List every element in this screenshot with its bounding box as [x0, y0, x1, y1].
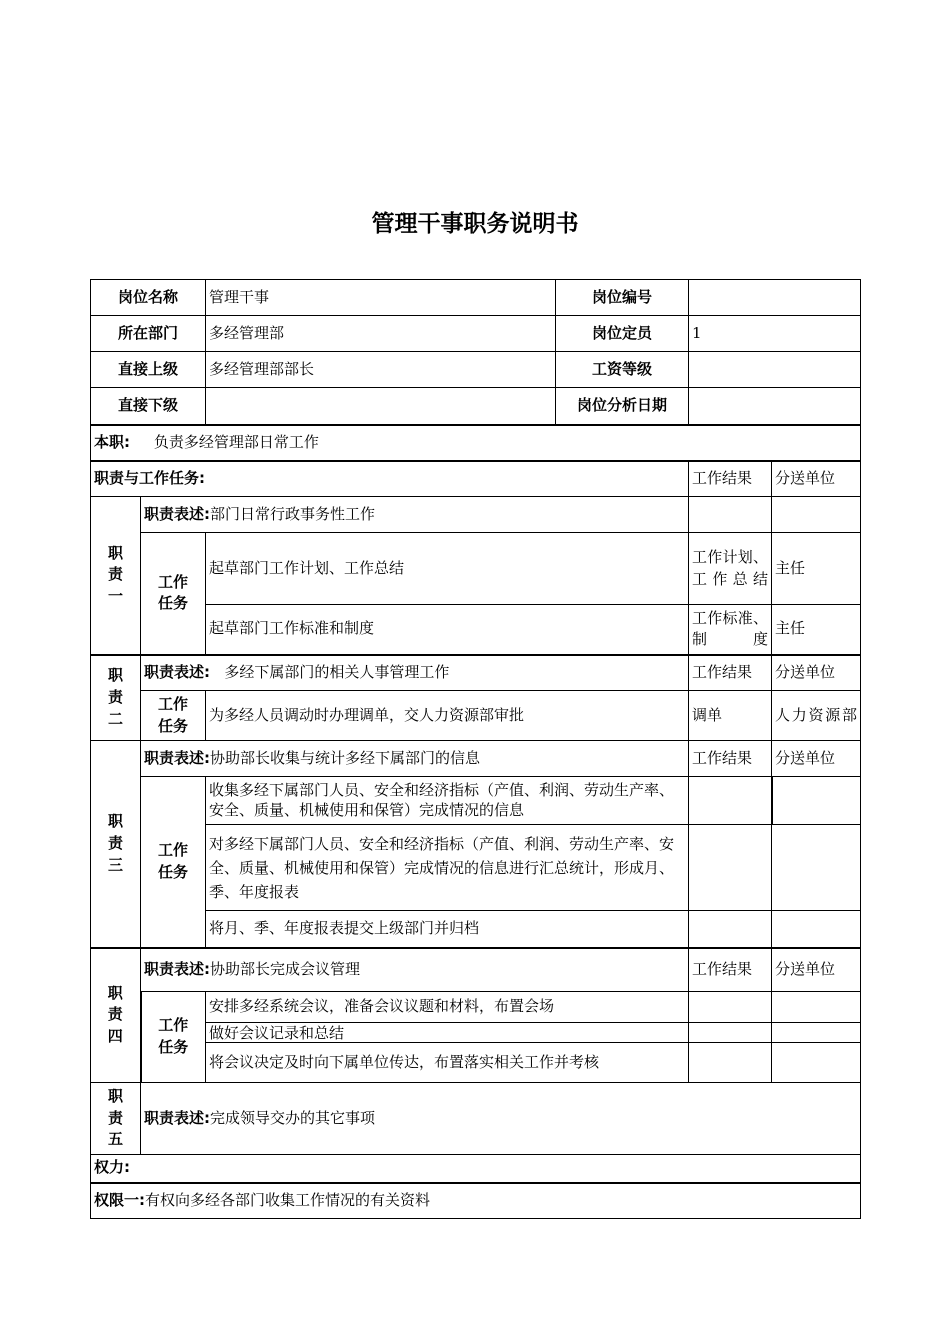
- page-title: 管理干事职务说明书: [371, 211, 579, 237]
- d3-task3-dest: [772, 911, 861, 948]
- row-d2-desc: [91, 655, 861, 691]
- duties-header-label: 职责与工作任务:: [91, 461, 689, 497]
- d4-task-label: 工作 任务: [141, 992, 206, 1083]
- duties-header-dest: 分送单位: [772, 461, 861, 497]
- d3-vertical-label: 职 责 三: [91, 741, 141, 948]
- d3-task2-dest: [772, 825, 861, 911]
- d1-result-empty: [689, 497, 772, 533]
- analysis-date-value: [689, 388, 861, 425]
- d2-task1-dest: 人力资源部: [772, 691, 861, 741]
- d1-task1-text: 起草部门工作计划、工作总结: [206, 533, 689, 605]
- d4-task3-result: [689, 1043, 772, 1083]
- main-duty: [91, 425, 861, 461]
- row-d4-task2: [91, 1023, 861, 1043]
- d3-task3-text: 将月、季、年度报表提交上级部门并归档: [206, 911, 689, 948]
- d2-task-label: 工作 任务: [141, 691, 206, 741]
- d3-desc: 职责表述:协助部长收集与统计多经下属部门的信息: [141, 741, 689, 777]
- row-d2-task1: [91, 691, 861, 741]
- d3-task1-text: 收集多经下属部门人员、安全和经济指标（产值、利润、劳动生产率、安全、质量、机械使用和保管）完成情况的信息: [206, 777, 689, 825]
- headcount-value: 1: [689, 316, 861, 352]
- row-d3-task3: [91, 911, 861, 948]
- d4-task1-dest: [772, 992, 861, 1023]
- d1-task1-dest: 主任: [772, 533, 861, 605]
- row-position-name: [91, 280, 861, 316]
- d5-desc: 职责表述:完成领导交办的其它事项: [141, 1083, 861, 1155]
- d1-task-label: 工作 任务: [141, 533, 206, 655]
- salary-label: 工资等级: [556, 352, 689, 388]
- dept-label: 所在部门: [91, 316, 206, 352]
- row-authority1: [91, 1183, 861, 1219]
- d3-task1-result: [689, 777, 772, 825]
- duties-header-result: 工作结果: [689, 461, 772, 497]
- salary-value: [689, 352, 861, 388]
- authority1-label: 权限一:: [94, 1190, 145, 1209]
- row-d1-desc: [91, 497, 861, 533]
- authority1-text: 有权向多经各部门收集工作情况的有关资料: [145, 1190, 431, 1209]
- row-d1-task1: [91, 533, 861, 605]
- subordinate-value: [206, 388, 556, 425]
- d4-task3-dest: [772, 1043, 861, 1083]
- d2-task1-text: 为多经人员调动时办理调单，交人力资源部审批: [206, 691, 689, 741]
- d2-dest-header: 分送单位: [772, 655, 861, 691]
- pos-name-label: 岗位名称: [91, 280, 206, 316]
- d1-task2-result: 工作标准、制度: [689, 605, 772, 655]
- d3-dest-header: 分送单位: [772, 741, 861, 777]
- analysis-date-label: 岗位分析日期: [556, 388, 689, 425]
- d2-task1-result: 调单: [689, 691, 772, 741]
- d1-dest-empty: [772, 497, 861, 533]
- headcount-label: 岗位定员: [556, 316, 689, 352]
- d4-desc: 职责表述:协助部长完成会议管理: [141, 948, 689, 992]
- pos-code-label: 岗位编号: [556, 280, 689, 316]
- d2-desc: 职责表述: 多经下属部门的相关人事管理工作: [141, 655, 689, 691]
- d4-vertical-label: 职 责 四: [91, 948, 141, 1083]
- d2-vertical-label: 职 责 二: [91, 655, 141, 741]
- row-d5: [91, 1083, 861, 1155]
- superior-label: 直接上级: [91, 352, 206, 388]
- row-power: [91, 1155, 861, 1183]
- d3-task1-dest: [772, 777, 861, 825]
- d3-task3-result: [689, 911, 772, 948]
- d1-task2-text: 起草部门工作标准和制度: [206, 605, 689, 655]
- d5-vertical-label: 职 责 五: [91, 1083, 141, 1155]
- d4-task2-result: [689, 1023, 772, 1043]
- pos-code-value: [689, 280, 861, 316]
- authority1: [91, 1183, 861, 1219]
- row-d3-task1: [91, 777, 861, 825]
- main-duty-text: 负责多经管理部日常工作: [153, 432, 319, 451]
- row-d3-desc: [91, 741, 861, 777]
- d3-result-header: 工作结果: [689, 741, 772, 777]
- superior-value: 多经管理部部长: [206, 352, 556, 388]
- row-d4-desc: [91, 948, 861, 992]
- row-d1-task2: [91, 605, 861, 655]
- d4-result-header: 工作结果: [689, 948, 772, 992]
- row-d4-task3: [91, 1043, 861, 1083]
- pos-name-value: 管理干事: [206, 280, 556, 316]
- row-d4-task1: [91, 992, 861, 1023]
- d1-vertical-label: 职 责 一: [91, 497, 141, 655]
- d3-task2-text: 对多经下属部门人员、安全和经济指标（产值、利润、劳动生产率、安全、质量、机械使用和保管）完成情况的信息进行汇总统计，形成月、季、年度报表: [206, 825, 689, 911]
- d2-result-header: 工作结果: [689, 655, 772, 691]
- row-subordinate: [91, 388, 861, 425]
- d3-task2-result: [689, 825, 772, 911]
- dept-value: 多经管理部: [206, 316, 556, 352]
- subordinate-label: 直接下级: [91, 388, 206, 425]
- row-duties-header: [91, 461, 861, 497]
- row-superior: [91, 352, 861, 388]
- job-description-table: [90, 279, 861, 1219]
- d4-task2-text: 做好会议记录和总结: [206, 1023, 689, 1043]
- d4-task2-dest: [772, 1023, 861, 1043]
- main-duty-label: 本职:: [94, 432, 130, 451]
- d1-desc: 职责表述:部门日常行政事务性工作: [141, 497, 689, 533]
- d1-task2-dest: 主任: [772, 605, 861, 655]
- d4-task1-text: 安排多经系统会议，准备会议议题和材料，布置会场: [206, 992, 689, 1023]
- d4-task1-result: [689, 992, 772, 1023]
- power-label: 权力:: [91, 1155, 861, 1183]
- d4-dest-header: 分送单位: [772, 948, 861, 992]
- row-department: [91, 316, 861, 352]
- d1-task1-result: 工作计划、工作总结: [689, 533, 772, 605]
- row-d3-task2: [91, 825, 861, 911]
- d3-task-label: 工作 任务: [141, 777, 206, 948]
- row-main-duty: [91, 425, 861, 461]
- d4-task3-text: 将会议决定及时向下属单位传达，布置落实相关工作并考核: [206, 1043, 689, 1083]
